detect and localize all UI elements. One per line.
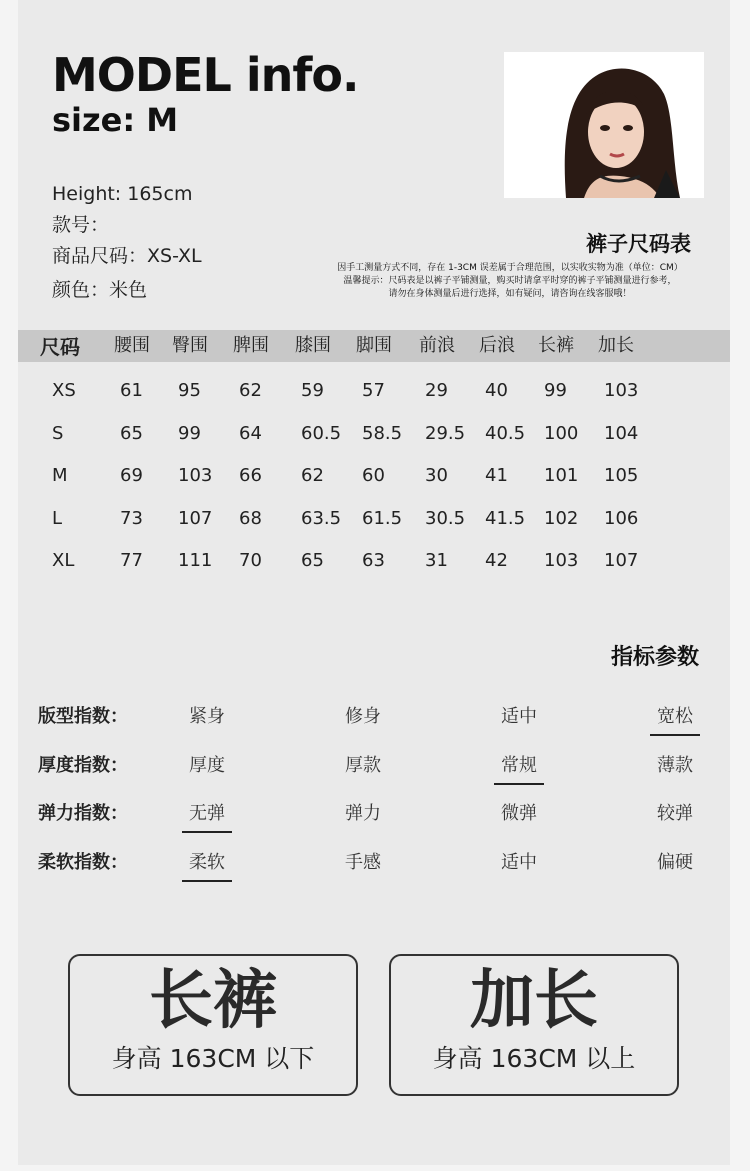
index-option: 适中 — [501, 852, 537, 873]
size-table-cell: 65 — [120, 423, 143, 444]
size-header-cell: 前浪 — [419, 335, 455, 356]
size-table-cell: 62 — [239, 380, 262, 401]
size-table-cell: 64 — [239, 423, 262, 444]
size-table-cell: 60.5 — [301, 423, 342, 444]
size-table-cell: 60 — [362, 465, 385, 486]
index-option: 薄款 — [657, 755, 693, 776]
size-table-cell: 111 — [178, 550, 213, 571]
selected-underline — [494, 783, 544, 785]
model-height: Height: 165cm — [52, 183, 193, 205]
size-table-cell: 68 — [239, 508, 262, 529]
index-label: 弹力指数： — [38, 803, 128, 824]
size-header-cell: 臀围 — [172, 335, 208, 356]
size-table-cell: 99 — [178, 423, 201, 444]
size-note-2: 温馨提示：尺码表是以裤子平铺测量，购买时请拿平时穿的裤子平铺测量进行参考， — [343, 276, 677, 286]
size-table-cell: 31 — [425, 550, 448, 571]
size-table-cell: 29 — [425, 380, 448, 401]
size-table-cell: 42 — [485, 550, 508, 571]
size-note-3: 请勿在身体测量后进行选择，如有疑问，请咨询在线客服哦！ — [388, 289, 632, 299]
index-label: 厚度指数： — [38, 755, 128, 776]
size-table-cell: 40 — [485, 380, 508, 401]
size-header-cell: 脾围 — [233, 335, 269, 356]
product-color: 颜色：米色 — [52, 279, 148, 301]
size-table-cell: 58.5 — [362, 423, 403, 444]
size-row-label: XL — [52, 550, 75, 571]
index-option: 常规 — [501, 755, 537, 776]
index-option: 宽松 — [657, 706, 693, 727]
index-option: 弹力 — [345, 803, 381, 824]
index-title: 指标参数 — [611, 645, 700, 670]
size-table-cell: 40.5 — [485, 423, 526, 444]
selected-underline — [182, 880, 232, 882]
index-option: 无弹 — [189, 803, 225, 824]
index-option: 紧身 — [189, 706, 225, 727]
size-table-cell: 63 — [362, 550, 385, 571]
size-table-cell: 99 — [544, 380, 567, 401]
size-table-cell: 41.5 — [485, 508, 526, 529]
size-table-cell: 61.5 — [362, 508, 403, 529]
index-option: 厚度 — [189, 755, 225, 776]
size-row-label: S — [52, 423, 64, 444]
size-table-title: 裤子尺码表 — [586, 232, 691, 256]
index-option: 较弹 — [657, 803, 693, 824]
size-table-cell: 30.5 — [425, 508, 466, 529]
long-pants-box — [68, 954, 358, 1096]
index-label: 版型指数： — [38, 706, 128, 727]
index-option: 柔软 — [189, 852, 225, 873]
size-table-cell: 59 — [301, 380, 324, 401]
style-number: 款号： — [52, 214, 110, 236]
size-table-cell: 57 — [362, 380, 385, 401]
size-table-cell: 104 — [604, 423, 639, 444]
index-option: 微弹 — [501, 803, 537, 824]
size-table-cell: 62 — [301, 465, 324, 486]
size-table-cell: 70 — [239, 550, 262, 571]
size-header-cell: 脚围 — [356, 335, 392, 356]
index-option: 修身 — [345, 706, 381, 727]
long-pants-height: 身高 163CM 以下 — [111, 1044, 315, 1073]
size-table-cell: 95 — [178, 380, 201, 401]
size-table-cell: 107 — [178, 508, 213, 529]
size-table-cell: 103 — [178, 465, 213, 486]
size-table-cell: 77 — [120, 550, 143, 571]
size-table-cell: 102 — [544, 508, 579, 529]
size-range: 商品尺码：XS-XL — [52, 245, 202, 267]
size-table-cell: 41 — [485, 465, 508, 486]
extended-pants-height: 身高 163CM 以上 — [432, 1044, 636, 1073]
size-table-cell: 65 — [301, 550, 324, 571]
selected-underline — [182, 831, 232, 833]
size-table-cell: 30 — [425, 465, 448, 486]
size-header-cell: 膝围 — [295, 335, 331, 356]
size-table-cell: 105 — [604, 465, 639, 486]
size-header-cell: 加长 — [598, 335, 634, 356]
size-header-cell: 长裤 — [538, 335, 574, 356]
size-table-cell: 73 — [120, 508, 143, 529]
size-table-cell: 106 — [604, 508, 639, 529]
size-row-label: L — [52, 508, 63, 529]
size-row-label: M — [52, 465, 68, 486]
model-photo — [504, 52, 704, 198]
model-size: size: M — [52, 101, 179, 139]
index-option: 手感 — [345, 852, 381, 873]
size-table-cell: 103 — [604, 380, 639, 401]
extended-pants-label: 加长 — [470, 964, 598, 1038]
size-table-cell: 61 — [120, 380, 143, 401]
extended-pants-box — [389, 954, 679, 1096]
page-title: MODEL info. — [52, 48, 359, 102]
size-row-label: XS — [52, 380, 76, 401]
size-table-cell: 29.5 — [425, 423, 466, 444]
size-table-cell: 103 — [544, 550, 579, 571]
size-header-cell: 尺码 — [40, 335, 80, 359]
size-table-cell: 100 — [544, 423, 579, 444]
size-table-cell: 69 — [120, 465, 143, 486]
size-note-1: 因手工测量方式不同，存在 1-3CM 误差属于合理范围，以实收实物为准（单位：CM） — [337, 263, 683, 273]
size-table-cell: 63.5 — [301, 508, 342, 529]
index-option: 厚款 — [345, 755, 381, 776]
index-label: 柔软指数： — [38, 852, 128, 873]
size-table-cell: 107 — [604, 550, 639, 571]
selected-underline — [650, 734, 700, 736]
long-pants-label: 长裤 — [149, 964, 277, 1038]
size-table-cell: 101 — [544, 465, 579, 486]
size-header-cell: 腰围 — [114, 335, 150, 356]
index-option: 适中 — [501, 706, 537, 727]
size-header-cell: 后浪 — [479, 335, 515, 356]
index-option: 偏硬 — [657, 852, 693, 873]
size-table-cell: 66 — [239, 465, 262, 486]
